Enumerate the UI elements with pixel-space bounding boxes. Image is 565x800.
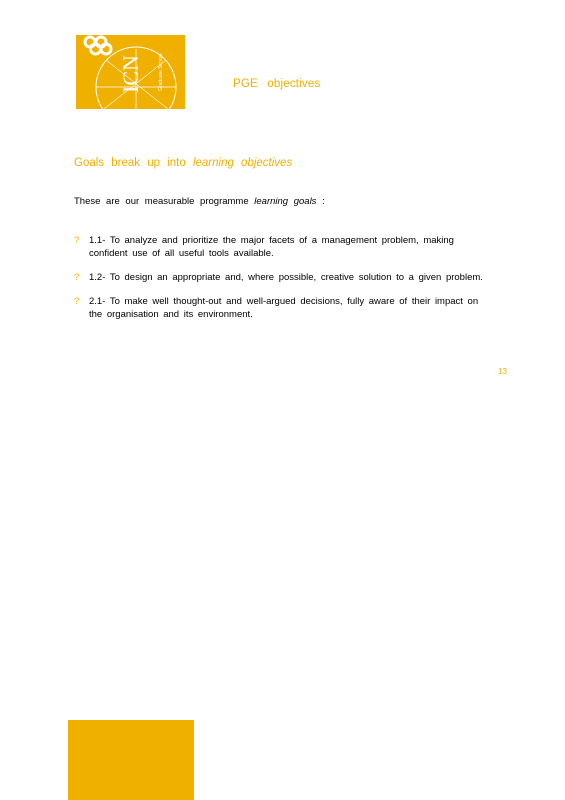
list-item (74, 271, 494, 284)
goal-text: 1.2- To design an appropriate and, where possible, creative solution to a given problem. (89, 272, 483, 283)
intro-paragraph (74, 196, 325, 207)
goals-list (74, 234, 494, 332)
intro-emphasis: learning goals (254, 196, 317, 207)
page-number: 13 (498, 367, 507, 376)
goal-text: 2.1- To make well thought-out and well-argued decisions, fully aware of their impact on the organisation and its environment. (89, 296, 479, 320)
bullet-icon: ? (74, 272, 80, 283)
logo-wordmark: ICN (118, 55, 143, 93)
bullet-icon: ? (74, 296, 80, 307)
logo-subtext: Graduate School (158, 53, 164, 91)
bullet-icon: ? (74, 235, 80, 246)
intro-lead: These are our measurable programme (74, 196, 249, 207)
intro-tail: : (322, 196, 325, 207)
section-heading-emphasis: learning objectives (192, 157, 293, 169)
icn-logo (76, 35, 185, 109)
list-item (74, 234, 494, 260)
list-item (74, 295, 494, 321)
footer-color-block (68, 720, 194, 800)
goal-text: 1.1- To analyze and prioritize the major facets of a management problem, making confident use of all useful tools available. (89, 235, 454, 259)
section-heading-lead: Goals break up into (74, 157, 186, 169)
section-heading (74, 157, 292, 169)
logo-emblem-icon (76, 35, 185, 109)
page-title: PGE objectives (233, 78, 321, 90)
